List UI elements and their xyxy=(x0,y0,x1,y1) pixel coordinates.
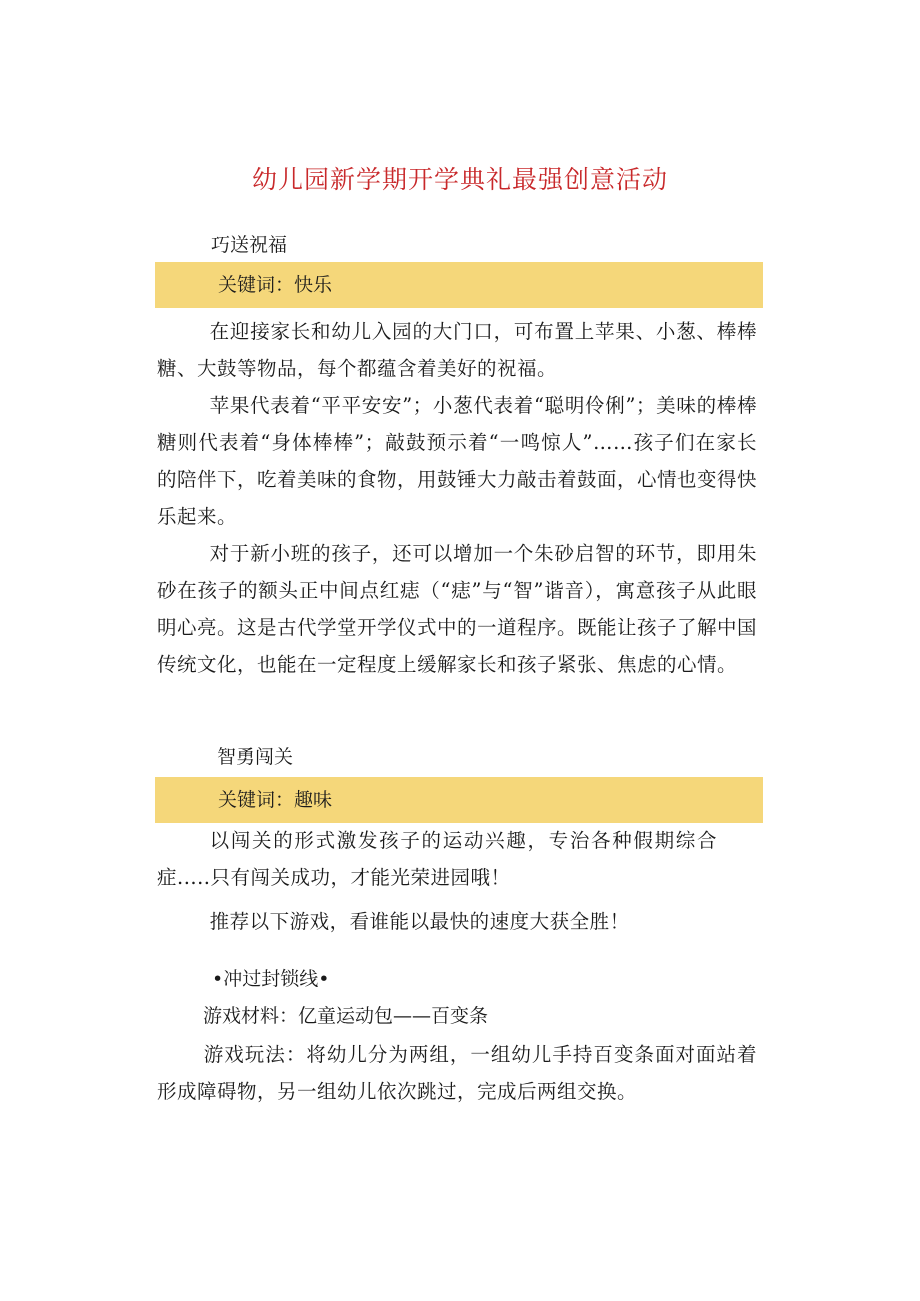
game-name: •冲过封锁线• xyxy=(212,968,330,990)
paragraph: 苹果代表着“平平安安”；小葱代表着“聪明伶俐”；美味的棒棒糖则代表着“身体棒棒”；敲鼓预示着“一鸣惊人”……孩子们在家长的陪伴下，吃着美味的食物，用鼓锤大力敲击着鼓面，心情也变得快乐起来。 xyxy=(157,394,758,528)
section-heading-challenge: 智勇闯关 xyxy=(217,746,294,768)
paragraph: 在迎接家长和幼儿入园的大门口，可布置上苹果、小葱、棒棒糖、大鼓等物品，每个都蕴含着美好的祝福。 xyxy=(157,320,757,380)
keyword-band-2 xyxy=(155,777,763,823)
paragraph: 推荐以下游戏，看谁能以最快的速度大获全胜！ xyxy=(209,910,630,933)
game-rules: 游戏玩法：将幼儿分为两组，一组幼儿手持百变条面对面站着形成障碍物，另一组幼儿依次跳过，完成后两组交换。 xyxy=(157,1043,757,1103)
page-title: 幼儿园新学期开学典礼最强创意活动 xyxy=(251,165,668,194)
paragraph: 以闯关的形式激发孩子的运动兴趣，专治各种假期综合症.....只有闯关成功，才能光荣进园哦！ xyxy=(157,829,717,889)
keyword-band-1 xyxy=(155,262,763,308)
game-material: 游戏材料：亿童运动包——百变条 xyxy=(203,1005,489,1027)
keyword-label-1: 关键词：快乐 xyxy=(218,274,333,296)
keyword-label-2: 关键词：趣味 xyxy=(218,789,333,811)
paragraph: 对于新小班的孩子，还可以增加一个朱砂启智的环节，即用朱砂在孩子的额头正中间点红痣（“痣”与“智”谐音），寓意孩子从此眼明心亮。这是古代学堂开学仪式中的一道程序。既能让孩子了解中国传统文化，也能在一定程度上缓解家长和孩子紧张、焦虑的心情。 xyxy=(157,542,758,676)
section-heading-blessing: 巧送祝福 xyxy=(211,234,288,256)
